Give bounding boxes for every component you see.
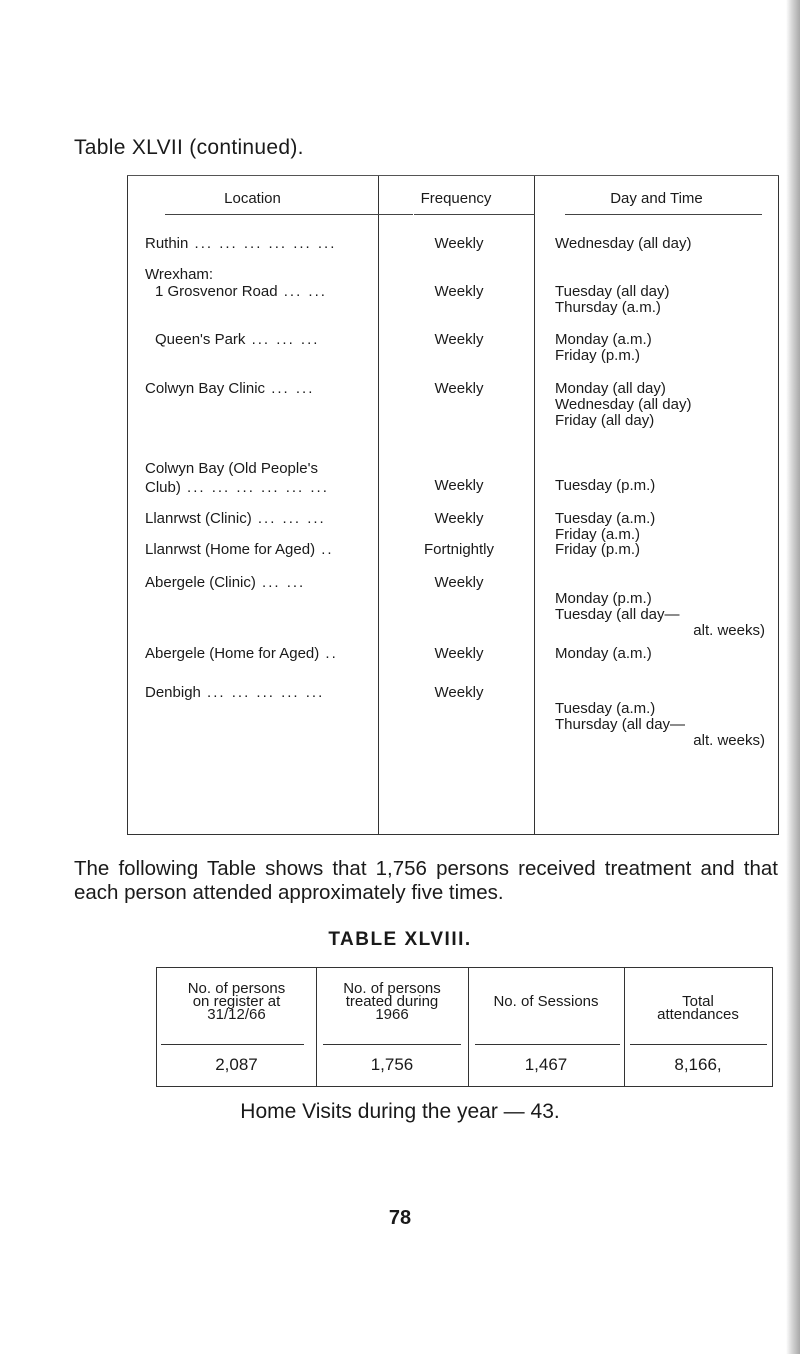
dot-leaders: ... ... ... ... ... [200,684,325,701]
dot-leaders: ... ... ... ... ... ... [188,235,337,252]
table-title: TABLE XLVIII. [328,929,472,950]
body-paragraph: The following Table shows that 1,756 persons received treatment and that each person attended approximately five times. [74,857,778,904]
location-cell: Colwyn Bay Clinic [145,380,266,397]
day-time-cell: Tuesday (a.m.) Friday (a.m.) [555,510,656,543]
table-left-border [127,176,128,834]
header-frequency: Frequency [420,190,492,207]
header-rule [161,1044,304,1045]
day-time-cell: Tuesday (p.m.) [555,477,656,494]
day-time-cell: Monday (p.m.) Tuesday (all day— [555,590,680,623]
header-rule [414,214,535,215]
location-cell: Abergele (Clinic) [145,574,256,591]
frequency-cell: Fortnightly [423,541,495,558]
dot-leaders: ... ... [255,574,306,591]
treatment-summary-table [156,967,773,1087]
dot-leaders: ... ... ... ... ... ... [180,479,329,496]
dot-leaders: ... ... ... [245,331,320,348]
location-cell: Colwyn Bay (Old People's Club) [145,460,318,496]
frequency-cell: Weekly [434,331,484,348]
location-cell: Denbigh [145,684,201,701]
day-time-cell: Tuesday (all day) Thursday (a.m.) [555,283,670,316]
page-edge-shadow [786,0,800,1354]
header-rule [323,1044,461,1045]
dot-leaders: ... ... [265,380,315,397]
header-total-attendances: Total attendances [657,993,739,1023]
table-right-border [772,968,773,1086]
day-time-cell: Monday (a.m.) Friday (p.m.) [555,331,652,364]
frequency-cell: Weekly [434,477,484,494]
dot-leaders: ... ... [277,283,327,300]
day-time-cell: Tuesday (a.m.) Thursday (all day— [555,700,686,733]
value-persons-treated: 1,756 [370,1055,414,1074]
frequency-cell: Weekly [434,684,484,701]
value-sessions: 1,467 [524,1055,568,1074]
dot-leaders: .. [319,645,338,662]
dot-leaders: ... ... ... [251,510,326,527]
location-cell: Queen's Park [155,331,246,348]
location-cell: Abergele (Home for Aged) [145,645,320,662]
header-location: Location [224,190,281,207]
day-time-cell: Monday (a.m.) [555,645,652,662]
frequency-cell: Weekly [434,574,484,591]
location-cell: Ruthin [145,235,189,252]
day-time-cell: Friday (p.m.) [555,541,641,558]
column-divider [534,176,535,834]
frequency-cell: Weekly [434,235,484,252]
header-rule [475,1044,620,1045]
header-sessions: No. of Sessions [493,993,599,1010]
header-persons-treated: No. of persons treated during 1966 [343,980,441,1023]
table-caption: Table XLVII (continued). [74,136,304,159]
frequency-cell: Weekly [434,510,484,527]
header-day-time: Day and Time [610,190,703,207]
frequency-cell: Weekly [434,380,484,397]
dot-leaders: .. [315,541,334,558]
header-persons-on-register: No. of persons on register at 31/12/66 [187,980,286,1023]
frequency-cell: Weekly [434,283,484,300]
frequency-cell: Weekly [434,645,484,662]
value-persons-on-register: 2,087 [215,1055,258,1074]
day-time-cell: Monday (all day) Wednesday (all day) Friday (all day) [555,380,692,429]
location-cell: Llanrwst (Clinic) [145,510,252,527]
day-time-continuation: alt. weeks) [693,622,765,639]
day-time-cell: Wednesday (all day) [555,235,692,252]
location-cell: 1 Grosvenor Road [155,283,278,300]
clinic-schedule-table [127,175,779,835]
page-number: 78 [388,1207,412,1229]
home-visits-note: Home Visits during the year — 43. [240,1100,560,1123]
location-cell: Wrexham: [145,266,214,283]
location-cell: Llanrwst (Home for Aged) [145,541,316,558]
header-rule [630,1044,767,1045]
value-total-attendances: 8,166, [674,1055,722,1074]
header-rule [165,214,413,215]
header-rule [565,214,762,215]
day-time-continuation: alt. weeks) [693,732,765,749]
table-right-border [778,176,779,834]
